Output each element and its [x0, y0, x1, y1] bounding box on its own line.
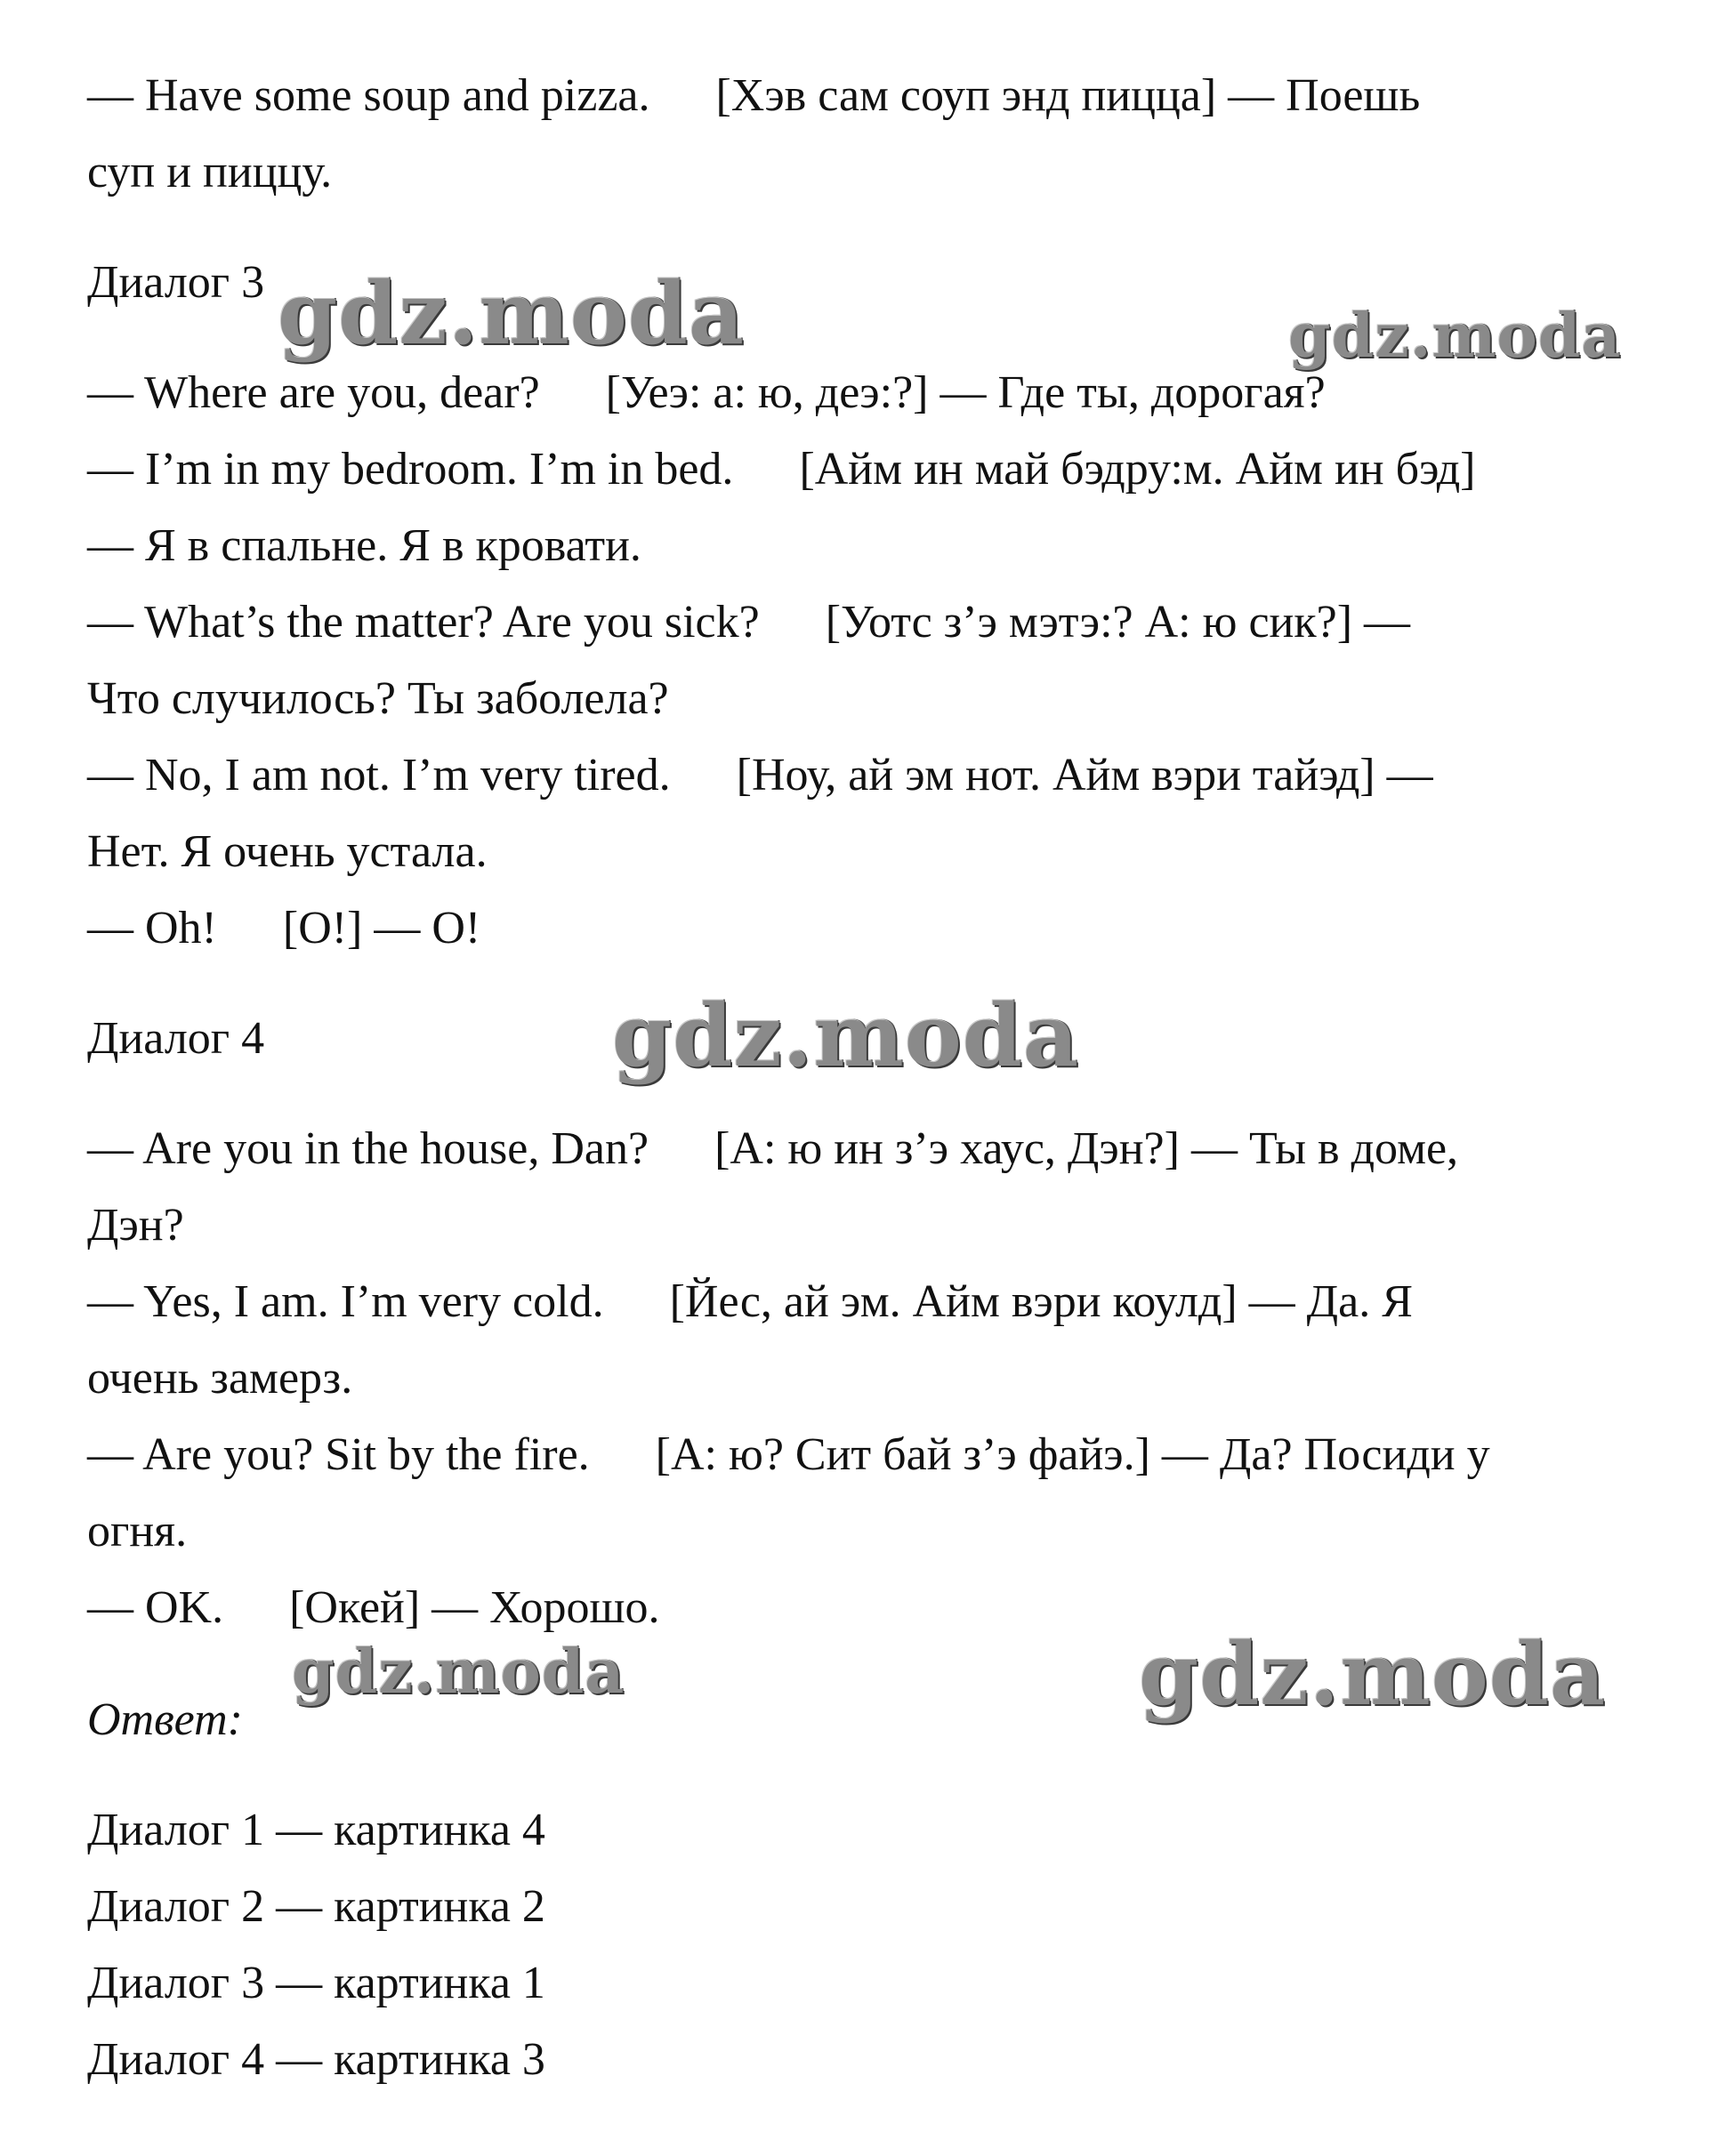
text-line — [87, 1122, 1458, 1176]
transcription-translation: [Хэв сам соуп энд пицца] — Поешь — [715, 70, 1421, 121]
transcription: [Уотс з’э мэтэ:? А: ю сик?] — — [825, 597, 1411, 648]
text-line — [87, 1505, 187, 1558]
text-line — [87, 1352, 352, 1405]
answer-line — [87, 1880, 545, 1934]
english-phrase: — Have some soup and pizza. — [87, 70, 650, 121]
transcription: [Ноу, ай эм нот. Айм вэри тайэд] — — [736, 750, 1433, 800]
english-phrase: — Are you? Sit by the fire. — [87, 1429, 590, 1480]
text-line — [87, 146, 332, 199]
text-line — [87, 69, 1420, 123]
english-phrase: — What’s the matter? Are you sick? — [87, 597, 760, 648]
english-phrase: — No, I am not. I’m very tired. — [87, 750, 671, 800]
text-line — [87, 902, 480, 955]
translation-continuation: Дэн? — [87, 1200, 184, 1251]
dialogue-heading — [87, 1012, 264, 1066]
english-phrase: — I’m in my bedroom. I’m in bed. — [87, 444, 734, 495]
translation: Нет. Я очень устала. — [87, 826, 488, 877]
answer-heading — [87, 1693, 243, 1747]
english-phrase: — Are you in the house, Dan? — [87, 1123, 649, 1174]
answer-dialogue-2: Диалог 2 — картинка 2 — [87, 1881, 545, 1932]
transcription-translation: [Йес, ай эм. Айм вэри коулд] — Да. Я — [669, 1276, 1413, 1327]
transcription-translation: [Уеэ: а: ю, деэ:?] — Где ты, дорогая? — [605, 367, 1326, 418]
answer-label: Ответ: — [87, 1694, 243, 1745]
text-line — [87, 443, 1475, 496]
watermark: gdz.moda — [292, 1637, 625, 1708]
translation-continuation: очень замерз. — [87, 1353, 353, 1404]
answer-dialogue-3: Диалог 3 — картинка 1 — [87, 1958, 545, 2008]
answer-line — [87, 2033, 545, 2087]
text-line — [87, 825, 488, 879]
english-phrase: — Where are you, dear? — [87, 367, 540, 418]
english-phrase: — Oh! — [87, 903, 217, 953]
text-line — [87, 672, 669, 726]
dialogue-3-title: Диалог 3 — [87, 257, 265, 308]
text-line — [87, 366, 1326, 420]
transcription: [Айм ин май бэдру:м. Айм ин бэд] — [799, 444, 1476, 495]
translation-continuation: огня. — [87, 1506, 188, 1557]
text-line — [87, 749, 1433, 802]
text-line — [87, 519, 641, 573]
text-line — [87, 1275, 1413, 1329]
transcription-translation: [О!] — О! — [282, 903, 481, 953]
transcription-translation: [А: ю ин з’э хаус, Дэн?] — Ты в доме, — [714, 1123, 1459, 1174]
transcription-translation: [А: ю? Сит бай з’э файэ.] — Да? Посиди у — [655, 1429, 1490, 1480]
english-phrase: — Yes, I am. I’m very cold. — [87, 1276, 604, 1327]
transcription-translation: [Окей] — Хорошо. — [289, 1582, 660, 1633]
text-line — [87, 1428, 1490, 1482]
answer-line — [87, 1804, 545, 1857]
watermark: gdz.moda — [1139, 1624, 1607, 1725]
text-line — [87, 596, 1410, 649]
english-phrase: — OK. — [87, 1582, 224, 1633]
watermark: gdz.moda — [278, 263, 746, 364]
watermark: gdz.moda — [1288, 301, 1622, 372]
answer-dialogue-1: Диалог 1 — картинка 4 — [87, 1805, 545, 1855]
translation: Что случилось? Ты заболела? — [87, 673, 669, 724]
dialogue-heading — [87, 256, 264, 310]
translation-continuation: суп и пиццу. — [87, 147, 333, 197]
dialogue-4-title: Диалог 4 — [87, 1013, 265, 1064]
text-line — [87, 1199, 184, 1252]
text-line — [87, 1581, 660, 1635]
answer-dialogue-4: Диалог 4 — картинка 3 — [87, 2034, 545, 2085]
answer-line — [87, 1957, 545, 2010]
watermark: gdz.moda — [612, 985, 1080, 1086]
translation: — Я в спальне. Я в кровати. — [87, 520, 641, 571]
